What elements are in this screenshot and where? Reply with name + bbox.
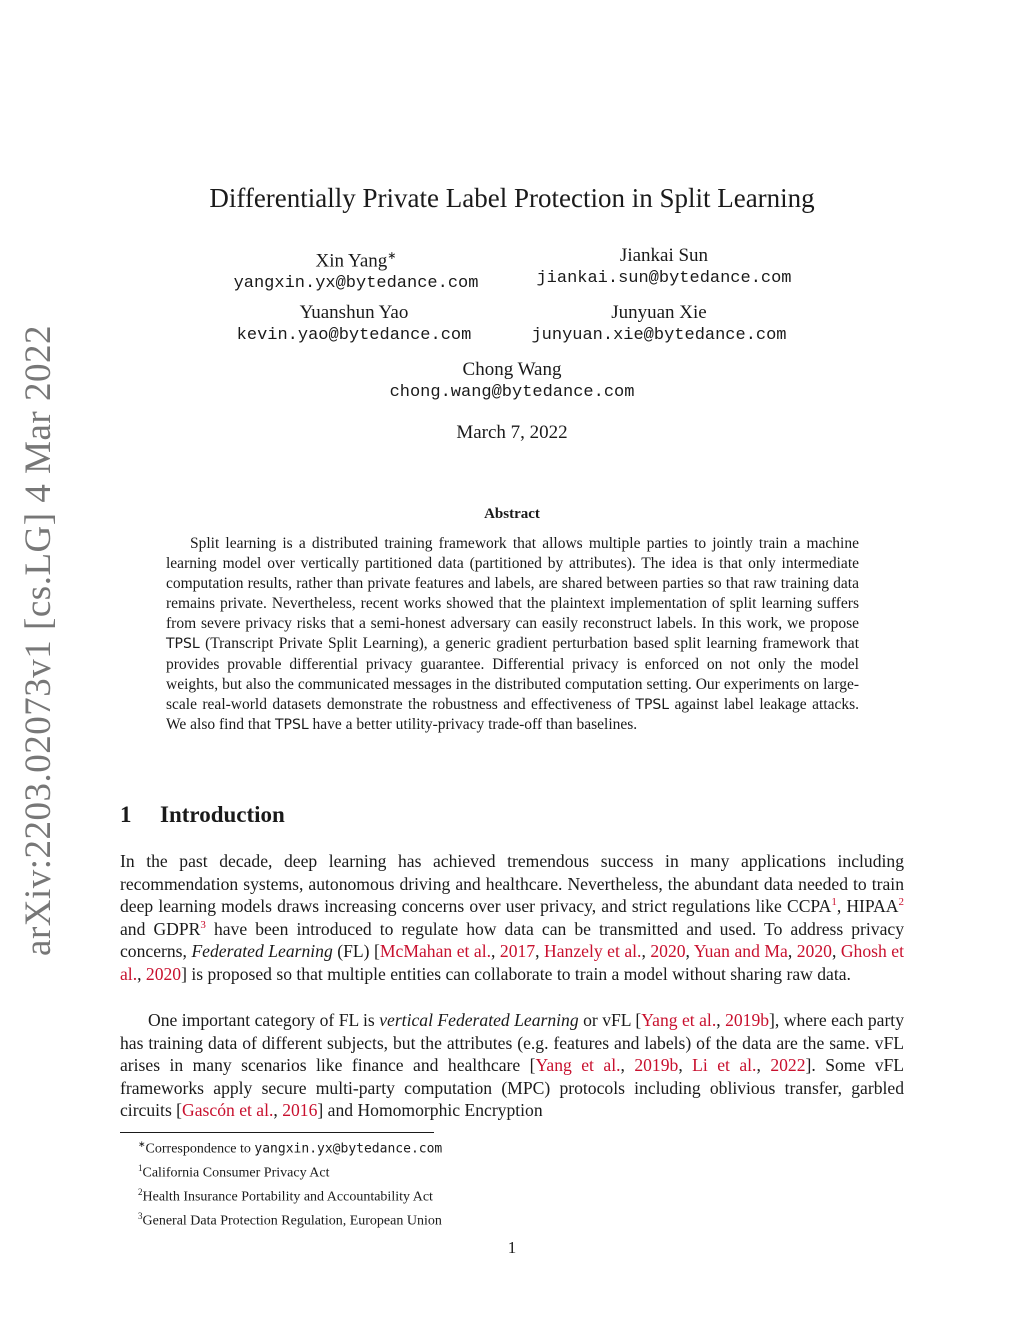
term-vertical-federated-learning: vertical Federated Learning xyxy=(379,1010,579,1030)
citation-link[interactable]: Yang et al. xyxy=(535,1055,621,1076)
author-email[interactable]: kevin.yao@bytedance.com xyxy=(236,326,472,345)
citation-year-link[interactable]: 2017 xyxy=(499,941,536,962)
footnote-ref-3[interactable]: 3 xyxy=(200,918,206,931)
footnote-correspondence: ∗Correspondence to yangxin.yx@bytedance.com xyxy=(138,1139,443,1157)
citation-year-link[interactable]: 2022 xyxy=(770,1055,806,1076)
author-email[interactable]: jiankai.sun@bytedance.com xyxy=(536,269,792,288)
citation-link[interactable]: Yang et al. xyxy=(641,1010,717,1030)
author-block-xin-yang xyxy=(196,244,516,295)
tpsl-name: TPSL xyxy=(274,716,309,733)
citation-link[interactable]: Hanzely et al. xyxy=(544,941,642,962)
footnote-divider xyxy=(120,1132,434,1133)
author-name: Yuanshun Yao xyxy=(299,302,409,323)
footnote-ref-2[interactable]: 2 xyxy=(898,896,904,909)
tpsl-name: TPSL xyxy=(635,696,670,713)
author-block-jiankai-sun xyxy=(504,244,824,290)
author-block-chong-wang xyxy=(352,358,672,404)
abstract-heading: Abstract xyxy=(484,506,540,522)
citation-year-link[interactable]: 2020 xyxy=(796,941,832,962)
footnote-2: $^2$Health Insurance Portability and Accountability Act xyxy=(138,1187,433,1205)
citation-year-link[interactable]: 2020 xyxy=(145,963,182,984)
footnotes xyxy=(120,1135,820,1232)
citation-year-link[interactable]: 2019b xyxy=(634,1055,679,1076)
footnote-1: $^1$California Consumer Privacy Act xyxy=(138,1163,330,1181)
citation-link[interactable]: McMahan et al. xyxy=(379,941,492,962)
paper-title: Differentially Private Label Protection in Split Learning xyxy=(209,183,815,213)
intro-paragraph-2: One important category of FL is vertical Federated Learning or vFL [Yang et al., 2019b], where each party has training data of different subjects, but the attributes (e.g. features and labels) of the data are the same. vFL arises in many scenarios like finance and healthcare [Yang et al., 2019b, Li et al., 2022]. Some vFL frameworks apply secure multi-party computation (MPC) protocols including oblivious transfer, garbled circuits [Gascón et al., 2016] and Homomorphic Encryption xyxy=(120,1010,905,1121)
citation-link[interactable]: Ghosh et al. xyxy=(120,941,904,984)
author-email[interactable]: yangxin.yx@bytedance.com xyxy=(233,274,479,294)
correspondence-email[interactable]: yangxin.yx@bytedance.com xyxy=(254,1141,443,1157)
citation-link[interactable]: Yuan and Ma xyxy=(693,941,788,962)
arxiv-identifier-stamp xyxy=(8,324,68,956)
footnote-ref-1[interactable]: 1 xyxy=(831,896,837,909)
arxiv-identifier-text: arXiv:2203.02073v1 [cs.LG] 4 Mar 2022 xyxy=(17,324,59,956)
author-name: Chong Wang xyxy=(462,359,562,380)
citation-link[interactable]: Gascón et al. xyxy=(182,1100,274,1121)
intro-paragraph-1: In the past decade, deep learning has achieved tremendous success in many applications including recommendation systems, autonomous driving and healthcare. Nevertheless, the abundant data needed to train deep learning models draws increasing concerns over user privacy, and strict regulations like CCPA$^1$, HIPAA$^2$ and GDPR$^3$ have been introduced to regulate how data can be transmitted and used. To address privacy concerns, Federated Learning (FL) [McMahan et al., 2017, Hanzely et al., 2020, Yuan and Ma, 2020, Ghosh et al., 2020] is proposed so that multiple entities can collaborate to train a model without sharing raw data. xyxy=(120,851,904,984)
author-mark: ∗ xyxy=(387,250,397,262)
tpsl-name: TPSL xyxy=(166,636,200,653)
author-name: Xin Yang xyxy=(315,250,388,272)
section-heading-introduction xyxy=(120,802,285,828)
citation-year-link[interactable]: 2016 xyxy=(282,1100,318,1121)
author-email[interactable]: junyuan.xie@bytedance.com xyxy=(531,326,787,345)
abstract-body: Split learning is a distributed training framework that allows multiple parties to jointly train a machine learning model over vertically partitioned data (partitioned by attributes). The idea is that only intermediate computation results, rather than private features and labels, are shared between parties so that raw training data remains private. Nevertheless, recent works showed that the plaintext implementation of split learning suffers from severe privacy risks that a semi-honest adversary can easily reconstruct labels. In this work, we propose TPSL (Transcript Private Split Learning), a generic gradient perturbation based split learning framework that provides provable differential privacy guarantee. Differential privacy is enforced on not only the model weights, but also the communicated messages in the distributed computation setting. Our experiments on large-scale real-world datasets demonstrate the robustness and effectiveness of TPSL against label leakage attacks. We also find that TPSL have a better utility-privacy trade-off than baselines. xyxy=(166,535,860,733)
author-email[interactable]: chong.wang@bytedance.com xyxy=(389,383,635,402)
page-number: 1 xyxy=(507,1238,517,1257)
citation-year-link[interactable]: 2019b xyxy=(725,1010,770,1030)
section-number: 1 xyxy=(120,802,132,827)
term-federated-learning: Federated Learning xyxy=(191,941,333,962)
author-block-yuanshun-yao xyxy=(194,301,514,347)
author-block-junyuan-xie xyxy=(499,301,819,347)
citation-year-link[interactable]: 2020 xyxy=(650,941,686,962)
author-name: Jiankai Sun xyxy=(619,245,709,266)
author-name: Junyuan Xie xyxy=(611,302,707,323)
publication-date: March 7, 2022 xyxy=(456,422,568,443)
footnote-3: $^3$General Data Protection Regulation, European Union xyxy=(138,1211,442,1230)
section-title: Introduction xyxy=(160,802,285,827)
citation-link[interactable]: Li et al. xyxy=(692,1055,757,1076)
